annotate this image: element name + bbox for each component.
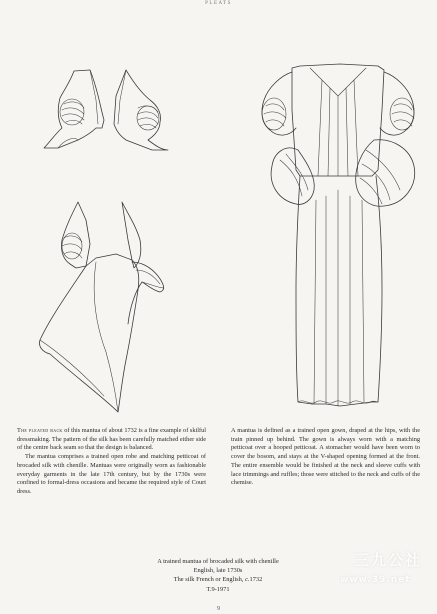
running-head: PLEATS [205,1,232,6]
body-paragraph: A mantua is defined as a trained open gown, draped at the hips, with the train pinned up behind. The gown is always worn with a matching petticoat over a hooped petticoat. A stomacher would have been worn to cover the bosom, and stays at the V-shaped opening formed at the front. The entire ensemble would be finished at the neck and sleeve cuffs with lace trimmings and ruffles; those were stitched to the neck and cuffs of the chemise. [231,427,420,487]
body-paragraph: The mantua comprises a trained open robe and matching petticoat of brocaded silk with chenille. Mantuas were originally worn as fashionable everyday garments in the late 17th century, but by the 1730s were confined to formal-dress occasions and became the required style of Court dress. [17,453,206,495]
caption-line: A trained mantua of brocaded silk with chenille [157,558,279,565]
train-detail-drawing [39,202,164,412]
caption-line: The silk French or English, c.1732 [173,576,263,584]
page-number: 9 [217,606,220,612]
watermark-logo: 三九公社 [354,551,423,569]
lead-in: The pleated back [17,427,63,434]
body-paragraph: The pleated back of this mantua of about 1732 is a fine example of skilful dressmaking. The pattern of the silk has been carefully matched either side of the centre back seam so that the design is balanced. [17,427,206,452]
body-text-left-column [17,427,206,497]
watermark-url: www.39.net [340,575,411,585]
sleeve-detail-drawing [44,70,168,150]
caption-line: English, late 1730s [193,567,243,575]
watermark [322,547,437,614]
caption-museum-number: T.9-1971 [206,585,230,593]
body-text-right-column [231,427,420,488]
mantua-back-view-drawing [262,64,415,406]
figure-caption [118,557,318,594]
